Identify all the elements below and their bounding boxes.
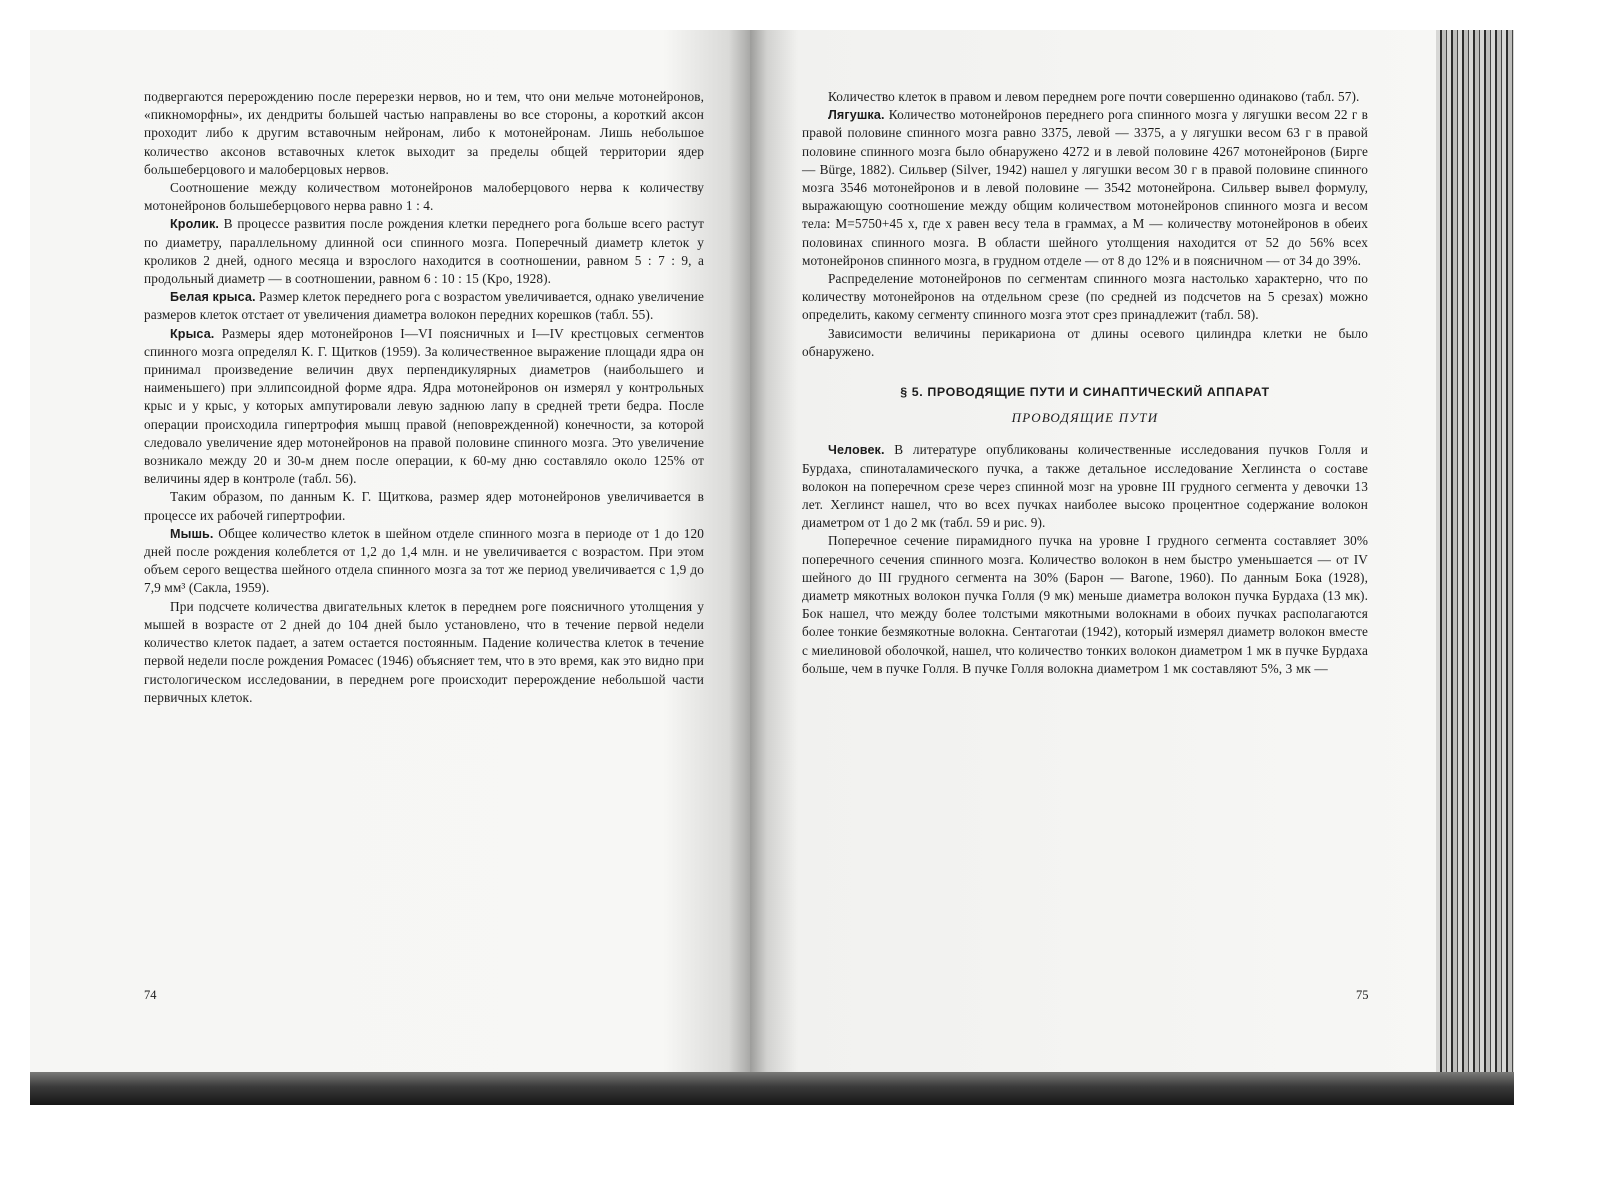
paragraph-lead: Мышь.: [170, 526, 214, 541]
paragraph-lead: Человек.: [828, 443, 885, 458]
section-title: § 5. ПРОВОДЯЩИЕ ПУТИ И СИНАПТИЧЕСКИЙ АППАРАТ: [900, 385, 1270, 400]
left-page-body: [144, 88, 704, 707]
paragraph: Человек. В литературе опубликованы количественные исследования пучков Голля и Бурдаха, спиноталамического пучка, а также детальное исследование Хеглинста о составе волокон на поперечном срезе через спинной мозг на уровне III грудного сегмента у девочки 13 лет. Хеглинст нашел, что во всех пучках наиболее высоко процентное содержание волокон диаметром от 1 до 2 мк (табл. 59 и рис. 9).: [802, 442, 1368, 531]
paragraph: Белая крыса. Размер клеток переднего рога с возрастом увеличивается, однако увеличение размеров клеток отстает от увеличения диаметра волокон передних корешков (табл. 55).: [144, 289, 704, 323]
right-page-body: [802, 88, 1368, 678]
page-edges: [1436, 30, 1514, 1072]
paragraph: Лягушка. Количество мотонейронов переднего рога спинного мозга у лягушки весом 22 г в правой половине спинного мозга равно 3375, левой — 3375, а у лягушки весом 63 г в правой половине спинного мозга было обнаружено 4272 и в левой половине 4267 мотонейронов (Бирге — Bürge, 1882). Сильвер (Silver, 1942) нашел у лягушки весом 30 г в правой половине спинного мозга 3546 мотонейронов и в левой половине — 3542 мотонейрона. Сильвер вывел формулу, выражающую соотношение между общим количеством мотонейронов спинного мозга и весом тела: М=5750+45 x, где x равен весу тела в граммах, а М — количеству мотонейронов в обеих половинах спинного мозга. В области шейного утолщения находится от 52 до 56% всех мотонейронов спинного мозга, в грудном отделе — от 8 до 12% и в поясничном — от 34 до 39%.: [802, 107, 1368, 268]
paragraph: Мышь. Общее количество клеток в шейном отделе спинного мозга в периоде от 1 до 120 дней после рождения колеблется от 1,2 до 1,4 млн. и не увеличивается с возрастом. При этом объем серого вещества шейного отдела спинного мозга за тот же период увеличивается с 1,9 до 7,9 мм³ (Сакла, 1959).: [144, 525, 704, 596]
paragraph: Крыса. Размеры ядер мотонейронов I—VI поясничных и I—IV крестцовых сегментов спинного мозга определял К. Г. Щитков (1959). За количественное выражение площади ядра он принимал произведение величин двух перпендикулярных диаметров (наибольшего и наименьшего) при эллипсоидной форме ядра. Ядра мотонейронов он измерял у контрольных крыс и у крыс, у которых ампутировали левую заднюю лапу в средней трети бедра. После операции происходила гипертрофия мышц правой (неповрежденной) конечности, за которой следовало увеличение ядер мотонейронов на правой половине спинного мозга. Это увеличение возникало между 20 и 30-м днем после операции, к 60-му дню составляло около 125% от величины ядер в контроле (табл. 56).: [144, 325, 704, 487]
paragraph-lead: Белая крыса.: [170, 290, 256, 305]
page-number: 74: [144, 988, 157, 1002]
paragraph-lead: Крыса.: [170, 326, 215, 341]
paragraph: Распределение мотонейронов по сегментам спинного мозга настолько характерно, что по количеству мотонейронов на отдельном срезе (по средней из подсчетов на 5 срезах) можно определить, какому сегменту спинного мозга этот срез принадлежит (табл. 58).: [802, 271, 1368, 323]
paragraph-lead: Кролик.: [170, 217, 220, 232]
paragraph: Соотношение между количеством мотонейронов малоберцового нерва к количеству мотонейронов большеберцового нерва равно 1 : 4.: [144, 180, 704, 214]
paragraph: При подсчете количества двигательных клеток в переднем роге поясничного утолщения у мышей в возрасте от 2 дней до 104 дней было установлено, что в течение первой недели количество клеток падает, а затем остается постоянным. Падение количества клеток в течение первой недели после рождения Ромасес (1946) объясняет тем, что в это время, как это видно при гистологическом исследовании, в переднем роге происходит перерождение небольшой части первичных клеток.: [144, 598, 704, 705]
paragraph: Таким образом, по данным К. Г. Щиткова, размер ядер мотонейронов увеличивается в процессе их рабочей гипертрофии.: [144, 489, 704, 523]
subsection-title: ПРОВОДЯЩИЕ ПУТИ: [1011, 410, 1159, 426]
right-page: [750, 30, 1436, 1072]
paragraph-lead: Лягушка.: [828, 108, 885, 123]
paragraph: Поперечное сечение пирамидного пучка на уровне I грудного сегмента составляет 30% поперечного сечения спинного мозга. Количество волокон в нем быстро уменьшается — от IV шейного до III грудного сегмента на 30% (Барон — Barone, 1960). По данным Бока (1928), диаметр мякотных волокон пучка Голля (9 мк) меньше диаметра волокон пучка Бурдаха (13 мк). Бок нашел, что между более толстыми мякотными волокнами в обоих пучках располагаются более тонкие безмякотные волокна. Сентаготаи (1942), который измерял диаметр волокон вместе с миелиновой оболочкой, нашел, что количество тонких волокон диаметром 1 мк в пучке Бурдаха больше, чем в пучке Голля. В пучке Голля волокна диаметром 1 мк составляют 5%, 3 мк —: [802, 533, 1368, 676]
book-shadow: [30, 1072, 1514, 1105]
page-number: 75: [1356, 988, 1369, 1002]
paragraph: Кролик. В процессе развития после рождения клетки переднего рога больше всего растут по диаметру, параллельному длинной оси спинного мозга. Поперечный диаметр клеток у кроликов 2 дней, одного месяца и взрослого находится в соотношении, равном 5 : 7 : 9, а продольный диаметр — в соотношении, равном 6 : 10 : 15 (Кро, 1928).: [144, 216, 704, 287]
paragraph: Количество клеток в правом и левом переднем роге почти совершенно одинаково (табл. 57).: [828, 89, 1360, 104]
paragraph: Зависимости величины перикариона от длины осевого цилиндра клетки не было обнаружено.: [802, 325, 1368, 359]
open-book: [30, 30, 1514, 1105]
paragraph: подвергаются перерождению после перерезки нервов, но и тем, что они мельче мотонейронов, «пикноморфны», их дендриты большей частью направлены во все стороны, а короткий аксон проходит либо к другим вставочным нейронам, либо к мотонейронам. Лишь небольшое количество аксонов вставочных клеток выходит за пределы общей территории ядер большеберцового и малоберцовых нервов.: [144, 89, 704, 177]
left-page: [30, 30, 750, 1072]
